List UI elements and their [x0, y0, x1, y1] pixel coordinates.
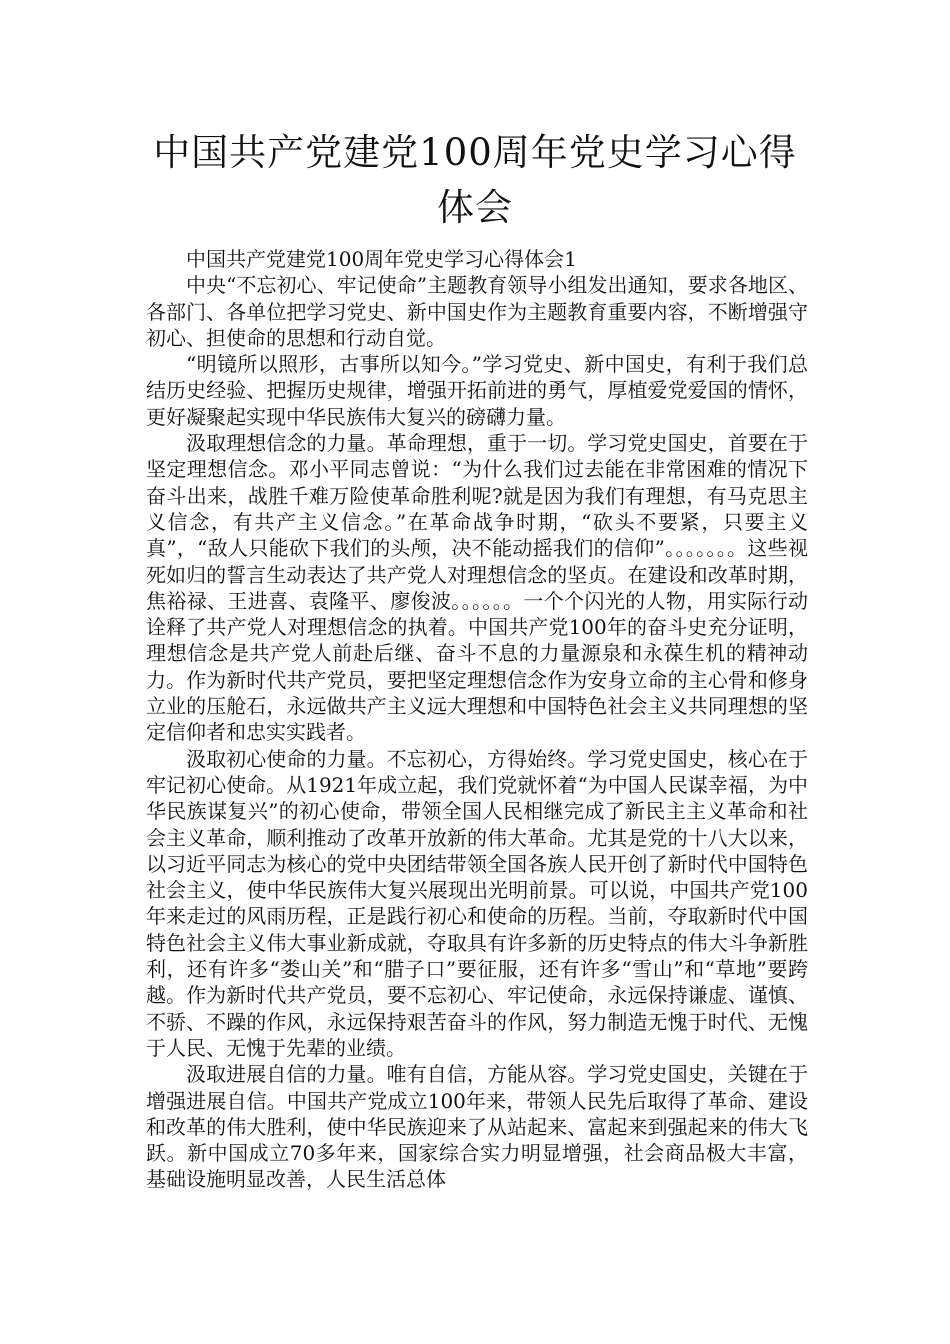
- document-title: 中国共产党建党100周年党史学习心得体会: [153, 131, 797, 229]
- paragraph-4: 汲取初心使命的力量。不忘初心，方得始终。学习党史国史，核心在于牢记初心使命。从1921年成立起，我们党就怀着“为中国人民谋幸福，为中华民族谋复兴”的初心使命，带领全国人民相继完成了新民主主义革命和社会主义革命，顺利推动了改革开放新的伟大革命。尤其是党的十八大以来，以习近平同志为核心的党中央团结带领全国各族人民开创了新时代中国特色社会主义，使中华民族伟大复兴展现出光明前景。可以说，中国共产党100年来走过的风雨历程，正是践行初心和使命的历程。当前，夺取新时代中国特色社会主义伟大事业新成就，夺取具有许多新的历史特点的伟大斗争新胜利，还有许多“娄山关”和“腊子口”要征服，还有许多“雪山”和“草地”要跨越。作为新时代共产党员，要不忘初心、牢记使命，永远保持谦虚、谨慎、不骄、不躁的作风，永远保持艰苦奋斗的作风，努力制造无愧于时代、无愧于人民、无愧于先辈的业绩。: [146, 746, 808, 1060]
- paragraph-3: 汲取理想信念的力量。革命理想，重于一切。学习党史国史，首要在于坚定理想信念。邓小平同志曾说：“为什么我们过去能在非常困难的情况下奋斗出来，战胜千难万险使革命胜利呢?就是因为我们有理想，有马克思主义信念，有共产主义信念。”在革命战争时期，“砍头不要紧，只要主义真”，“敌人只能砍下我们的头颅，决不能动摇我们的信仰”。。。。。。。这些视死如归的誓言生动表达了共产党人对理想信念的坚贞。在建设和改革时期，焦裕禄、王进喜、袁隆平、廖俊波。。。。。。一个个闪光的人物，用实际行动诠释了共产党人对理想信念的执着。中国共产党100年的奋斗史充分证明，理想信念是共产党人前赴后继、奋斗不息的力量源泉和永葆生机的精神动力。作为新时代共产党员，要把坚定理想信念作为安身立命的主心骨和修身立业的压舱石，永远做共产主义远大理想和中国特色社会主义共同理想的坚定信仰者和忠实实践者。: [146, 431, 808, 745]
- paragraph-5: 汲取进展自信的力量。唯有自信，方能从容。学习党史国史，关键在于增强进展自信。中国共产党成立100年来，带领人民先后取得了革命、建设和改革的伟大胜利，使中华民族迎来了从站起来、富起来到强起来的伟大飞跃。新中国成立70多年来，国家综合实力明显增强，社会商品极大丰富，基础设施明显改善，人民生活总体: [146, 1062, 808, 1192]
- paragraph-2: “明镜所以照形，古事所以知今。”学习党史、新中国史，有利于我们总结历史经验、把握历史规律，增强开拓前进的勇气，厚植爱党爱国的情怀，更好凝聚起实现中华民族伟大复兴的磅礴力量。: [146, 352, 808, 429]
- section-heading: 中国共产党建党100周年党史学习心得体会1: [186, 247, 577, 271]
- document-body: [146, 246, 808, 1193]
- paragraph-1: 中央“不忘初心、牢记使命”主题教育领导小组发出通知，要求各地区、各部门、各单位把学习党史、新中国史作为主题教育重要内容，不断增强守初心、担使命的思想和行动自觉。: [146, 273, 808, 350]
